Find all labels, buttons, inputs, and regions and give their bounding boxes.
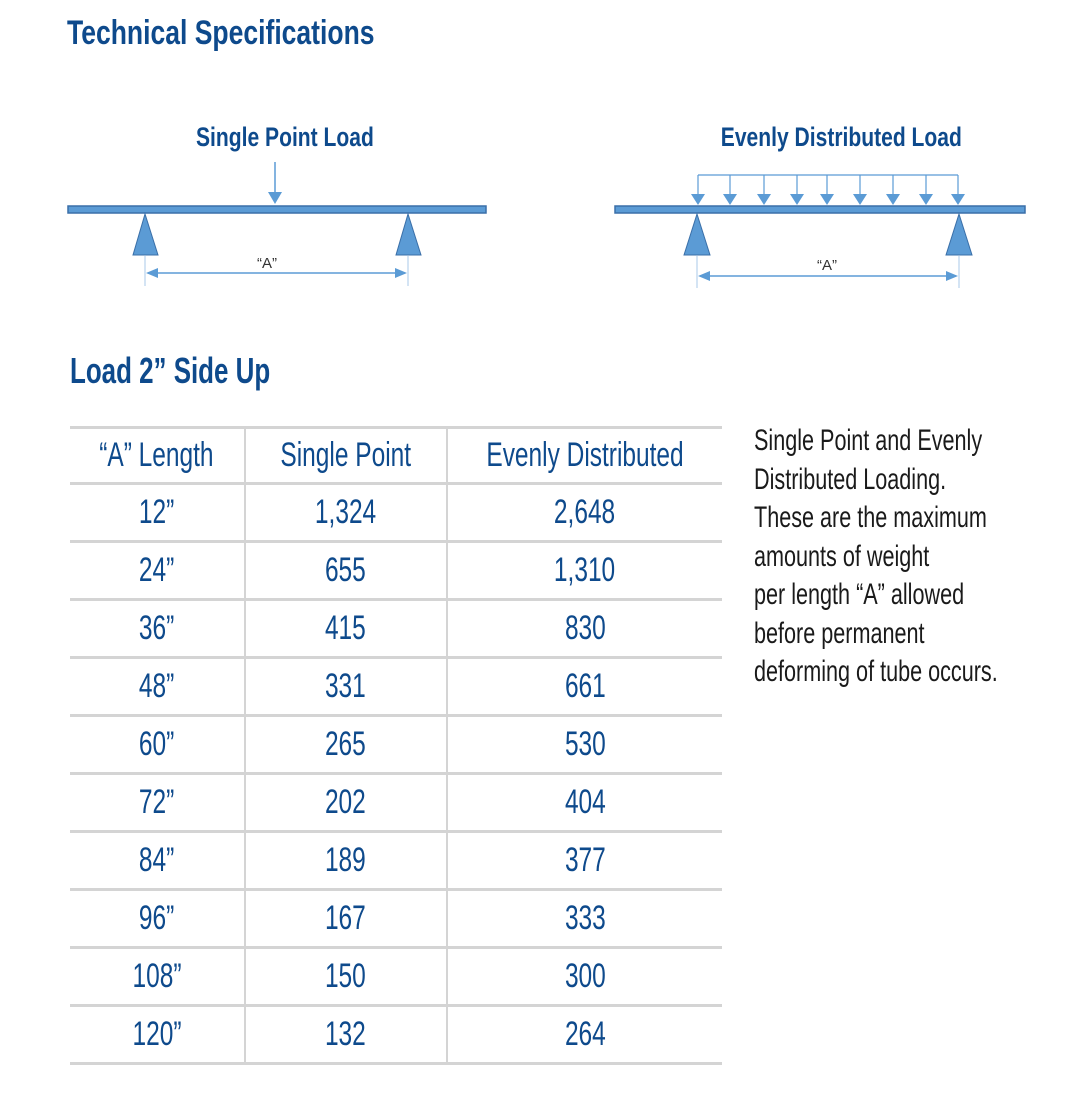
- cell-length: 72”: [70, 774, 245, 832]
- single-point-load-label: Single Point Load: [196, 122, 374, 152]
- table-row: [70, 658, 722, 716]
- cell-length: 36”: [70, 600, 245, 658]
- table-row: [70, 832, 722, 890]
- table-row: [70, 716, 722, 774]
- beam: [615, 206, 1025, 213]
- cell-single-point: 331: [245, 658, 447, 716]
- load-arrow-icon: [268, 162, 282, 204]
- note-line: per length “A” allowed: [754, 578, 965, 611]
- table-row: [70, 1006, 722, 1064]
- cell-length: 120”: [70, 1006, 245, 1064]
- column-header-evenly-distributed: Evenly Distributed: [447, 428, 722, 484]
- cell-single-point: 202: [245, 774, 447, 832]
- cell-evenly-distributed: 333: [447, 890, 722, 948]
- cell-length: 48”: [70, 658, 245, 716]
- cell-evenly-distributed: 661: [447, 658, 722, 716]
- cell-evenly-distributed: 1,310: [447, 542, 722, 600]
- column-header-length: “A” Length: [70, 428, 245, 484]
- distributed-load-arrows-icon: [691, 175, 965, 205]
- table-row: [70, 948, 722, 1006]
- cell-single-point: 189: [245, 832, 447, 890]
- cell-single-point: 132: [245, 1006, 447, 1064]
- cell-evenly-distributed: 2,648: [447, 484, 722, 542]
- table-row: [70, 542, 722, 600]
- beam: [68, 206, 486, 213]
- cell-single-point: 415: [245, 600, 447, 658]
- table-row: [70, 890, 722, 948]
- evenly-distributed-load-label: Evenly Distributed Load: [720, 122, 962, 152]
- table-header-row: [70, 428, 722, 484]
- note-line: deforming of tube occurs.: [754, 655, 998, 688]
- table-row: [70, 484, 722, 542]
- evenly-distributed-load-diagram: [610, 160, 1040, 295]
- cell-length: 60”: [70, 716, 245, 774]
- note-line: Single Point and Evenly: [754, 424, 983, 457]
- table-row: [70, 600, 722, 658]
- single-point-load-diagram: [60, 160, 500, 295]
- cell-single-point: 167: [245, 890, 447, 948]
- cell-evenly-distributed: 264: [447, 1006, 722, 1064]
- cell-length: 84”: [70, 832, 245, 890]
- right-support-icon: [946, 214, 972, 255]
- cell-evenly-distributed: 404: [447, 774, 722, 832]
- cell-length: 108”: [70, 948, 245, 1006]
- span-label: “A”: [257, 255, 277, 272]
- cell-evenly-distributed: 530: [447, 716, 722, 774]
- left-support-icon: [133, 214, 158, 255]
- left-support-icon: [684, 214, 710, 255]
- cell-single-point: 150: [245, 948, 447, 1006]
- cell-evenly-distributed: 377: [447, 832, 722, 890]
- cell-evenly-distributed: 300: [447, 948, 722, 1006]
- note-line: before permanent: [754, 616, 925, 650]
- table-row: [70, 774, 722, 832]
- cell-length: 12”: [70, 484, 245, 542]
- page-title: Technical Specifications: [67, 14, 375, 52]
- column-header-single-point: Single Point: [245, 428, 447, 484]
- note-line: Distributed Loading.: [754, 462, 947, 496]
- right-support-icon: [396, 214, 421, 255]
- cell-single-point: 265: [245, 716, 447, 774]
- cell-length: 96”: [70, 890, 245, 948]
- loading-note: [754, 422, 1056, 692]
- load-table: [70, 426, 722, 1065]
- cell-evenly-distributed: 830: [447, 600, 722, 658]
- cell-length: 24”: [70, 542, 245, 600]
- note-line: These are the maximum: [754, 501, 987, 534]
- note-line: amounts of weight: [754, 539, 930, 573]
- span-label: “A”: [817, 257, 837, 274]
- section-title: Load 2” Side Up: [70, 350, 271, 391]
- cell-single-point: 1,324: [245, 484, 447, 542]
- cell-single-point: 655: [245, 542, 447, 600]
